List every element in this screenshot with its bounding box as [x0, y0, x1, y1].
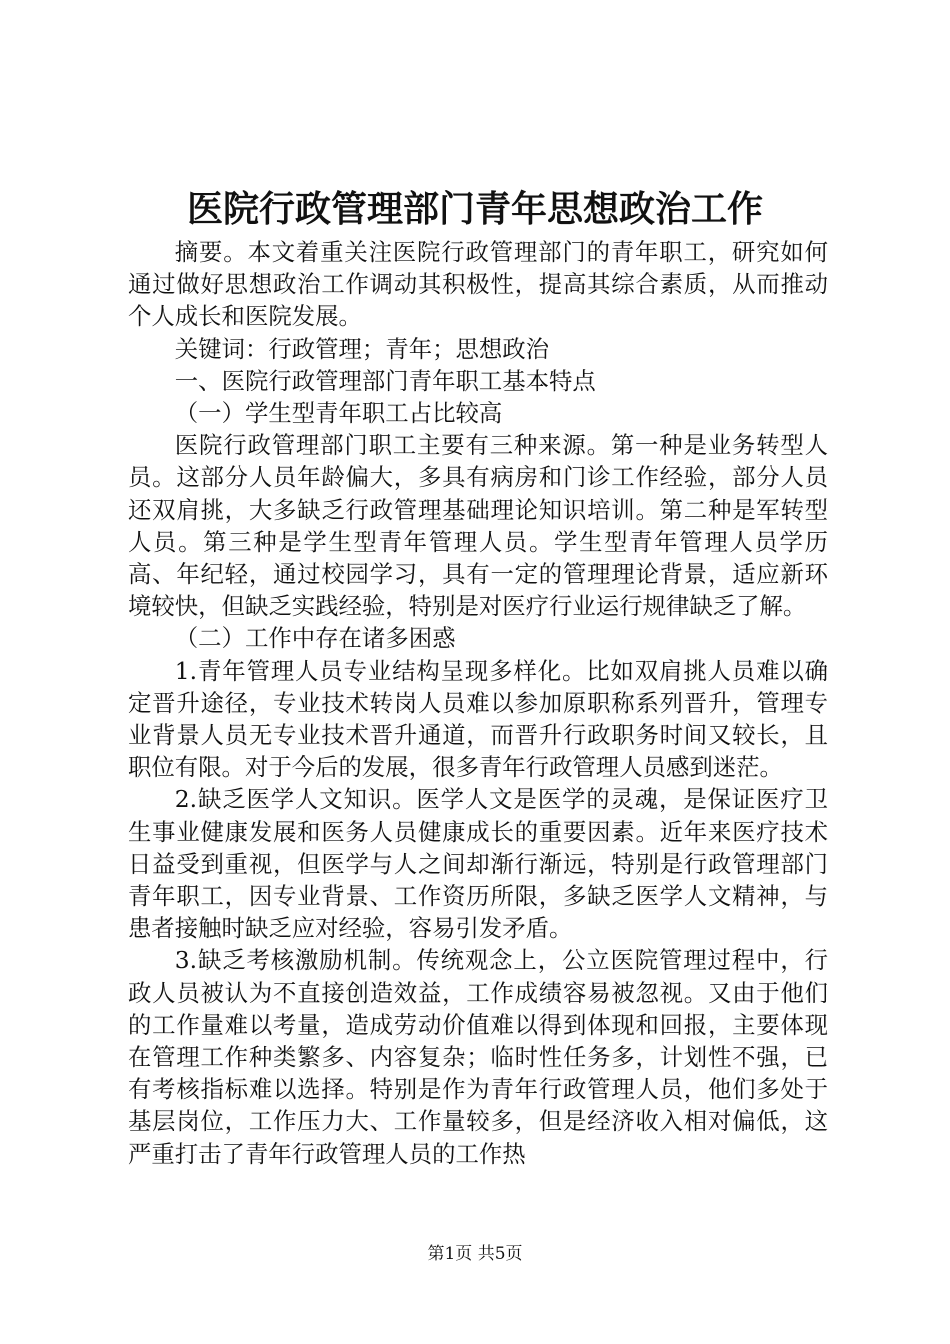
body-paragraph: 医院行政管理部门职工主要有三种来源。第一种是业务转型人员。这部分人员年龄偏大，多具有病房和门诊工作经验，部分人员还双肩挑，大多缺乏行政管理基础理论知识培训。第二种是军转型人员。第三种是学生型青年管理人员。学生型青年管理人员学历高、年纪轻，通过校园学习，具有一定的管理理论背景，适应新环境较快，但缺乏实践经验，特别是对医疗行业运行规律缺乏了解。: [128, 431, 828, 621]
document-title: 医院行政管理部门青年思想政治工作: [186, 188, 763, 230]
body-paragraph: 2.缺乏医学人文知识。医学人文是医学的灵魂，是保证医疗卫生事业健康发展和医务人员健康成长的重要因素。近年来医疗技术日益受到重视，但医学与人之间却渐行渐远，特别是行政管理部门青年职工，因专业背景、工作资历所限，多缺乏医学人文精神，与患者接触时缺乏应对经验，容易引发矛盾。: [128, 785, 828, 943]
abstract-paragraph: 摘要。本文着重关注医院行政管理部门的青年职工，研究如何通过做好思想政治工作调动其积极性，提高其综合素质，从而推动个人成长和医院发展。: [128, 238, 828, 331]
document-body: [128, 236, 828, 1170]
section-heading-1: 一、医院行政管理部门青年职工基本特点: [174, 366, 596, 395]
keywords-paragraph: 关键词：行政管理；青年；思想政治: [174, 334, 550, 363]
subsection-heading-2: （二）工作中存在诸多困惑: [174, 624, 456, 653]
body-paragraph: 1.青年管理人员专业结构呈现多样化。比如双肩挑人员难以确定晋升途径，专业技术转岗人员难以参加原职称系列晋升，管理专业背景人员无专业技术晋升通道，而晋升行政职务时间又较长，且职位有限。对于今后的发展，很多青年行政管理人员感到迷茫。: [128, 656, 828, 782]
page-number-footer: 第1页 共5页: [427, 1244, 523, 1264]
body-paragraph: 3.缺乏考核激励机制。传统观念上，公立医院管理过程中，行政人员被认为不直接创造效益，工作成绩容易被忽视。又由于他们的工作量难以考量，造成劳动价值难以得到体现和回报，主要体现在管理工作种类繁多、内容复杂；临时性任务多，计划性不强，已有考核指标难以选择。特别是作为青年行政管理人员，他们多处于基层岗位，工作压力大、工作量较多，但是经济收入相对偏低，这严重打击了青年行政管理人员的工作热: [128, 946, 828, 1168]
subsection-heading-1: （一）学生型青年职工占比较高: [174, 399, 503, 428]
